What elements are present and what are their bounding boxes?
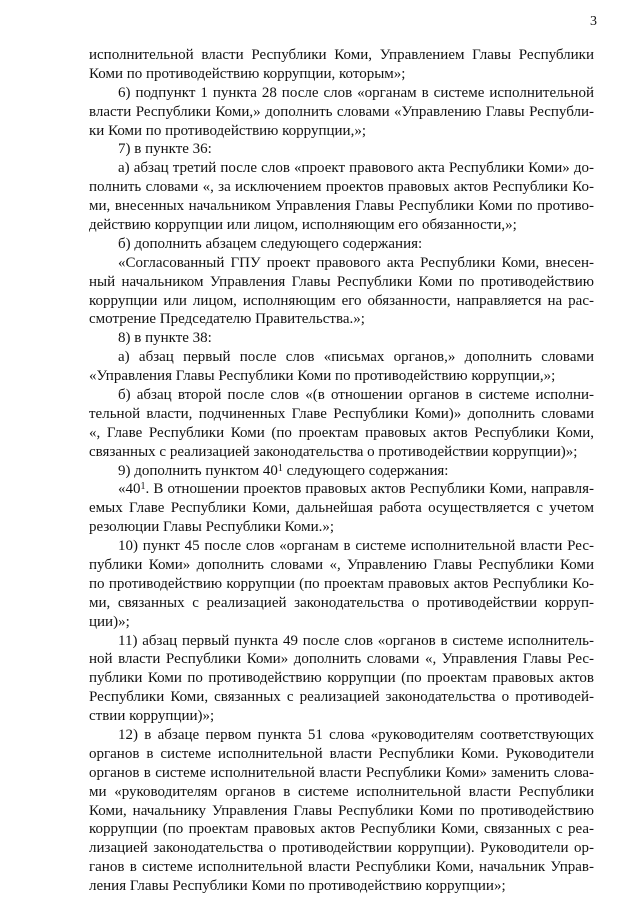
- text-line: а) абзац третий после слов «проект правового акта Республики Коми» до-: [118, 160, 594, 177]
- text-line: исполнительной власти Республики Коми, Управлением Главы Республики: [89, 47, 594, 63]
- text-line: коррупции (по проектам правовых актов Республики Коми, связанных с реа-: [89, 821, 594, 838]
- text-fragment: «40: [118, 481, 141, 498]
- text-line: ления Главы Республики Коми по противодействию коррупции»;: [89, 878, 506, 894]
- text-line: 12) в абзаце первом пункта 51 слова «руководителям соответствующих: [118, 726, 594, 743]
- text-line: б) абзац второй после слов «(в отношении органов в системе исполни-: [118, 387, 594, 403]
- text-line: ной власти Республики Коми» дополнить словами «, Управления Главы Рес-: [89, 651, 594, 668]
- text-line: 6) подпункт 1 пункта 28 после слов «органам в системе исполнительной: [118, 84, 594, 101]
- text-line: «Согласованный ГПУ проект правового акта Республики Коми, внесен-: [118, 254, 594, 271]
- text-line: власти Республики Коми,» дополнить словами «Управлению Главы Республи-: [89, 103, 594, 120]
- superscript: 1: [277, 462, 283, 474]
- text-line: Республики Коми, связанных с реализацией законодательства о противодей-: [89, 689, 594, 706]
- text-line: 7) в пункте 36:: [118, 141, 212, 158]
- text-line: полнить словами «, за исключением проектов правовых актов Республики Ко-: [89, 179, 594, 196]
- text-line: «Управления Главы Республики Коми по противодействию коррупции,»;: [89, 368, 556, 385]
- text-line: ганов в системе исполнительной власти Республики Коми, начальник Управ-: [89, 859, 594, 876]
- text-line: [118, 480, 594, 498]
- text-fragment: . В отношении проектов правовых актов Республики Коми, направля-: [145, 481, 594, 498]
- text-line: коррупции или лицом, исполняющим его обязанности, направляется на рас-: [89, 292, 594, 309]
- text-line: «, Главе Республики Коми (по проектам правовых актов Республики Коми,: [89, 424, 594, 441]
- text-line: смотрение Председателю Правительства.»;: [89, 311, 365, 328]
- text-line: Коми по противодействию коррупции, которым»;: [89, 65, 406, 82]
- text-line: [118, 462, 448, 480]
- text-line: 8) в пункте 38:: [118, 330, 212, 347]
- text-line: публики Коми по противодействию коррупции (по проектам правовых актов: [89, 670, 594, 687]
- text-line: ми, связанных с реализацией законодательства о противодействии корруп-: [89, 594, 594, 611]
- text-line: ми «руководителям органов в системе исполнительной власти Республики: [89, 783, 594, 800]
- text-line: б) дополнить абзацем следующего содержания:: [118, 235, 423, 252]
- text-line: 11) абзац первый пункта 49 после слов «органов в системе исполнитель-: [118, 632, 594, 649]
- text-line: ции)»;: [89, 613, 130, 630]
- text-line: Коми, начальнику Управления Главы Республики Коми по противодействию: [89, 802, 594, 819]
- text-line: 10) пункт 45 после слов «органам в системе исполнительной власти Рес-: [118, 538, 594, 554]
- text-line: емых Главе Республики Коми, дальнейшая работа осуществляется с учетом: [89, 500, 594, 517]
- text-line: по противодействию коррупции (по проектам правовых актов Республики Ко-: [89, 575, 594, 592]
- text-fragment: 9) дополнить пунктом 40: [118, 462, 278, 479]
- text-fragment: следующего содержания:: [282, 462, 449, 479]
- text-line: тельной власти, подчиненных Главе Республики Коми)» дополнить словами: [89, 405, 594, 422]
- text-line: ствии коррупции)»;: [89, 708, 215, 724]
- text-line: лизацией законодательства о противодействии коррупции). Руководители ор-: [89, 840, 594, 857]
- page-number: 3: [590, 14, 597, 29]
- text-line: органов в системе исполнительной власти Республики Коми» заменить слова-: [89, 764, 594, 781]
- text-line: ки Коми по противодействию коррупции,»;: [89, 122, 366, 139]
- superscript: 1: [140, 481, 146, 493]
- text-line: связанных с реализацией законодательства о противодействии коррупции)»;: [89, 443, 578, 460]
- text-line: действию коррупции или лицом, исполняющим его обязанности,»;: [89, 217, 517, 233]
- text-line: ми, внесенных начальником Управления Главы Республики Коми по противо-: [89, 198, 594, 215]
- text-line: ный начальником Управления Главы Республики Коми по противодействию: [89, 273, 594, 290]
- text-line: а) абзац первый после слов «письмах органов,» дополнить словами: [118, 349, 594, 366]
- text-line: органов в системе исполнительной власти Республики Коми. Руководители: [89, 745, 594, 762]
- text-line: резолюции Главы Республики Коми.»;: [89, 519, 335, 536]
- text-line: публики Коми» дополнить словами «, Управлению Главы Республики Коми: [89, 556, 594, 573]
